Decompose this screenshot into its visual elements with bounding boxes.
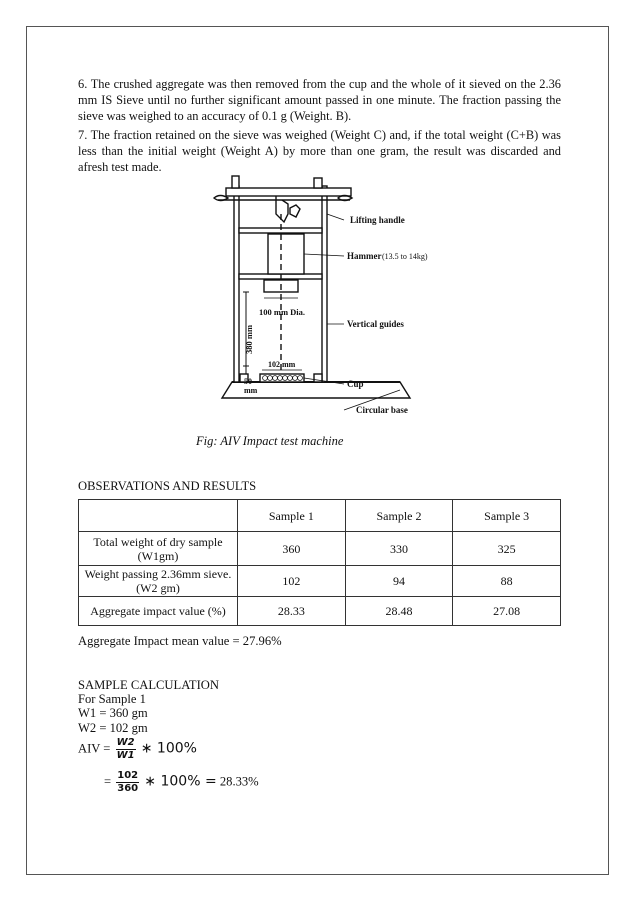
multiply-percent-equals: ∗ 100% =	[144, 773, 217, 790]
label-hammer: Hammer	[347, 251, 382, 261]
table-cell: 325	[453, 532, 561, 566]
label-lifting-handle: Lifting handle	[350, 215, 405, 225]
label-vertical-guides: Vertical guides	[347, 319, 404, 329]
calculation-w2: W2 = 102 gm	[78, 721, 148, 735]
label-hammer-weight: (13.5 to 14kg)	[382, 252, 428, 261]
header-cell-empty	[79, 500, 238, 532]
label-height: 380 mm	[244, 324, 254, 354]
table-header-row	[79, 500, 561, 532]
table-cell: 102	[238, 566, 346, 597]
fraction-denominator: 360	[117, 783, 139, 794]
vertical-guide-right	[322, 186, 327, 382]
row-label: Aggregate impact value (%)	[79, 597, 238, 626]
label-fifty: 50	[244, 377, 252, 386]
calculation-heading: SAMPLE CALCULATION	[78, 678, 219, 692]
label-circular-base: Circular base	[356, 405, 408, 415]
results-table	[78, 499, 561, 626]
aiv-formula	[78, 737, 197, 762]
aiv-label: AIV =	[78, 741, 111, 756]
row-label: Total weight of dry sample (W1gm)	[79, 532, 238, 566]
fraction-numerator: 102	[117, 770, 139, 781]
table-cell: 28.48	[345, 597, 453, 626]
aiv-result: 28.33%	[219, 774, 259, 789]
substitution-fraction	[116, 770, 139, 795]
label-cup-width: 102 mm	[268, 360, 296, 369]
top-frame	[226, 188, 351, 196]
formula-fraction	[116, 737, 136, 762]
calculation-sample: For Sample 1	[78, 692, 146, 706]
label-cup: Cup	[347, 379, 364, 389]
table-cell: 94	[345, 566, 453, 597]
table-cell: 27.08	[453, 597, 561, 626]
fraction-denominator: W1	[116, 750, 135, 761]
observations-heading: OBSERVATIONS AND RESULTS	[78, 479, 257, 493]
multiply-percent: ∗ 100%	[140, 740, 197, 757]
hammer	[268, 234, 304, 274]
fraction-numerator: W2	[116, 737, 135, 748]
mean-value: Aggregate Impact mean value = 27.96%	[78, 634, 282, 648]
header-cell-sample-3: Sample 3	[453, 500, 561, 532]
aiv-substitution	[104, 770, 259, 795]
equals-sign: =	[104, 774, 112, 789]
label-mm: mm	[244, 386, 258, 395]
paragraph-step-6: 6. The crushed aggregate was then removed from the cup and the whole of it sieved on the 2.36 mm IS Sieve until no further significant amount passed in one minute. The fraction passing the sieve was weighed to an accuracy of 0.1 g (Weight. B).	[78, 77, 561, 124]
table-cell: 360	[238, 532, 346, 566]
header-cell-sample-1: Sample 1	[238, 500, 346, 532]
header-cell-sample-2: Sample 2	[345, 500, 453, 532]
table-cell: 88	[453, 566, 561, 597]
figure-caption: Fig: AIV Impact test machine	[196, 434, 344, 448]
label-dia: 100 mm Dia.	[259, 307, 306, 317]
calculation-w1: W1 = 360 gm	[78, 706, 148, 720]
table-row	[79, 532, 561, 566]
paragraph-step-7: 7. The fraction retained on the sieve was weighed (Weight C) and, if the total weight (C+B) was less than the initial weight (Weight A) by more than one gram, the result was discarded and afresh test made.	[78, 128, 561, 175]
table-row	[79, 566, 561, 597]
table-cell: 28.33	[238, 597, 346, 626]
table-cell: 330	[345, 532, 453, 566]
table-row	[79, 597, 561, 626]
row-label: Weight passing 2.36mm sieve. (W2 gm)	[79, 566, 238, 597]
impact-machine-figure	[210, 174, 440, 424]
vertical-guide-left	[234, 186, 239, 382]
